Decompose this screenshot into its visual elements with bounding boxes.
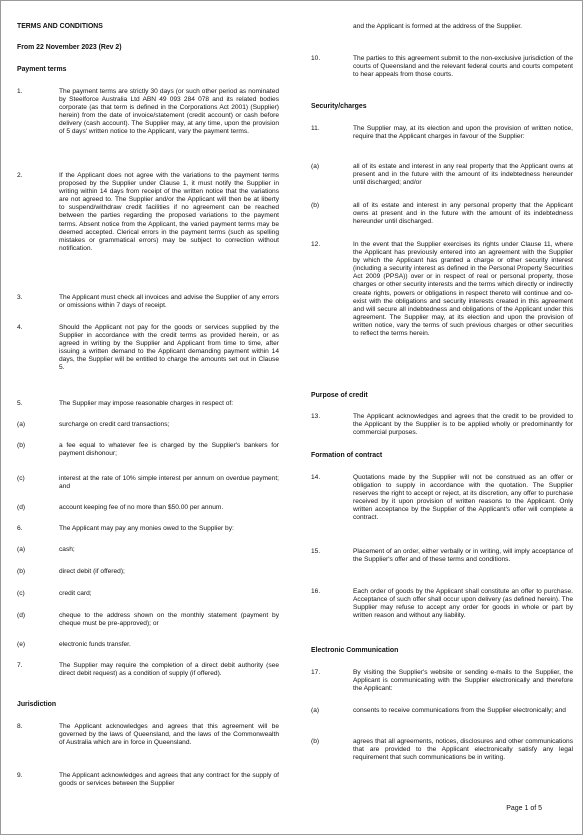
heading-payment-terms: Payment terms bbox=[17, 66, 67, 73]
clause-number: 3. bbox=[17, 294, 23, 301]
clause-text: a fee equal to whatever fee is charged by the Supplier's bankers for payment dishonour; bbox=[59, 442, 279, 458]
revision-date: From 22 November 2023 (Rev 2) bbox=[17, 44, 122, 51]
clause-number: 4. bbox=[17, 324, 23, 331]
clause-number: 6. bbox=[17, 525, 23, 532]
clause-text: The parties to this agreement submit to the non-exclusive jurisdiction of the courts of Queensland and the relevant federal courts and courts competent to hear appeals from those courts. bbox=[353, 55, 573, 79]
clause-text: The Applicant acknowledges and agrees that the credit to be provided to the Applicant by the Supplier is to be applied wholly or predominantly for commercial purposes. bbox=[353, 413, 573, 437]
clause-continuation: and the Applicant is formed at the address of the Supplier. bbox=[353, 23, 522, 30]
clause-number: (b) bbox=[17, 568, 26, 575]
clause-text: If the Applicant does not agree with the variations to the payment terms proposed by the Supplier under Clause 1, it must notify the Supplier in writing within 14 days from receipt of the written notice that the variations are not agreed to. The Supplier and/or the Applicant will then be at liberty to suspend/withdraw credit facilities if no agreement can be reached between the parties regarding the proposed variations to the payment terms. Absent notice from the Applicant, the varied payment terms may be deemed accepted. Clerical errors in the payment terms (such as spelling mistakes or grammatical errors) may be subject to correction without notification. bbox=[59, 172, 279, 252]
clause-text: In the event that the Supplier exercises its rights under Clause 11, where the Applicant has previously entered into an agreement with the Supplier by which the Applicant has granted a charge or other security interest (including a security interest as defined in the Personal Property Securities Act 2009 (PPSA)) over or in respect of real or personal property, those charges or other security interests and the terms which directly or indirectly create rights, powers or obligations in respect thereto will continue and co-exist with the obligations and security interests created in this agreement and will secure all indebtedness and obligations of the Applicant under this agreement. The Supplier may, at its election and upon the provision of written notice, vary the terms of such previous charges or other securities to reflect the terms herein. bbox=[353, 241, 573, 338]
clause-text: The Applicant acknowledges and agrees that any contract for the supply of goods or services between the Supplier bbox=[59, 772, 279, 788]
left-column bbox=[17, 1, 279, 834]
heading-jurisdiction: Jurisdiction bbox=[17, 701, 57, 708]
clause-text: Placement of an order, either verbally or in writing, will imply acceptance of the Supplier's offer and of these terms and conditions. bbox=[353, 548, 573, 564]
clause-number: (d) bbox=[17, 504, 26, 511]
clause-number: 12. bbox=[311, 241, 321, 248]
clause-text: cash; bbox=[59, 546, 75, 553]
clause-text: direct debit (if offered); bbox=[59, 568, 125, 575]
clause-number: 14. bbox=[311, 474, 321, 481]
clause-number: (a) bbox=[311, 707, 320, 714]
clause-number: 2. bbox=[17, 172, 23, 179]
clause-number: (b) bbox=[17, 442, 26, 449]
clause-number: 5. bbox=[17, 400, 23, 407]
clause-number: (d) bbox=[17, 612, 26, 619]
clause-text: The Supplier may require the completion of a direct debit authority (see direct debit request) as a condition of supply (if offered). bbox=[59, 662, 279, 678]
clause-number: 13. bbox=[311, 413, 321, 420]
clause-number: (b) bbox=[311, 738, 320, 745]
clause-number: (a) bbox=[17, 546, 26, 553]
clause-text: electronic funds transfer. bbox=[59, 641, 131, 648]
clause-number: (a) bbox=[311, 163, 320, 170]
clause-text: By visiting the Supplier's website or sending e-mails to the Supplier, the Applicant is communicating with the Supplier electronically and therefore the Applicant: bbox=[353, 669, 573, 693]
clause-text: Should the Applicant not pay for the goods or services supplied by the Supplier in accordance with the credit terms as provided herein, or as agreed in writing by the Supplier and Applicant from time to time, after issuing a written demand to the Applicant demanding payment within 14 days, the Supplier will be entitled to charge the amounts set out in Clause 5. bbox=[59, 324, 279, 372]
clause-number: 8. bbox=[17, 723, 23, 730]
clause-text: The payment terms are strictly 30 days (or such other period as nominated by Steelforce Australia Ltd ABN 49 093 284 078 and its related bodies corporate (as that term is defined in the Corporations Act 2001) (Supplier) herein) from the date of invoice/statement (credit account) or cash before delivery (cash account). The Supplier may, at any time, upon the provision of 5 days' written notice to the Applicant, vary the payment terms. bbox=[59, 88, 279, 136]
clause-text: cheque to the address shown on the monthly statement (payment by cheque must be pre-approved); or bbox=[59, 612, 279, 628]
clause-number: (c) bbox=[17, 475, 25, 482]
clause-number: (b) bbox=[311, 202, 320, 209]
clause-number: 15. bbox=[311, 548, 321, 555]
clause-number: (a) bbox=[17, 421, 26, 428]
clause-text: surcharge on credit card transactions; bbox=[59, 421, 170, 428]
clause-number: 16. bbox=[311, 588, 321, 595]
page-number: Page 1 of 5 bbox=[506, 805, 542, 812]
document-title: TERMS AND CONDITIONS bbox=[17, 23, 103, 30]
clause-number: 17. bbox=[311, 669, 321, 676]
clause-text: Quotations made by the Supplier will not be construed as an offer or obligation to supply in accordance with the quotation. The Supplier reserves the right to accept or reject, at its discretion, any offer to purchase received by it upon provision of written reasons to the Applicant. Only written acceptance by the Supplier of the Applicant's offer will complete a contract. bbox=[353, 474, 573, 522]
clause-text: The Applicant must check all invoices and advise the Supplier of any errors or omissions within 7 days of receipt. bbox=[59, 294, 279, 310]
clause-text: The Applicant may pay any monies owed to the Supplier by: bbox=[59, 525, 234, 532]
clause-text: all of its estate and interest in any personal property that the Applicant owns at present and in the future with the amount of its indebtedness hereunder until discharged. bbox=[353, 202, 573, 226]
clause-number: 9. bbox=[17, 772, 23, 779]
clause-number: (e) bbox=[17, 641, 26, 648]
heading-security-charges: Security/charges bbox=[311, 103, 367, 110]
clause-number: 1. bbox=[17, 88, 23, 95]
heading-electronic-communication: Electronic Communication bbox=[311, 647, 399, 654]
clause-text: The Supplier may impose reasonable charges in respect of: bbox=[59, 400, 234, 407]
clause-text: The Supplier may, at its election and upon the provision of written notice, require that the Applicant charges in favour of the Supplier: bbox=[353, 125, 573, 141]
clause-text: The Applicant acknowledges and agrees that this agreement will be governed by the laws of Queensland, and the laws of the Commonwealth of Australia which are in force in Queensland. bbox=[59, 723, 279, 747]
clause-number: 10. bbox=[311, 55, 321, 62]
clause-text: credit card; bbox=[59, 590, 92, 597]
heading-formation-of-contract: Formation of contract bbox=[311, 452, 383, 459]
clause-text: Each order of goods by the Applicant shall constitute an offer to purchase. Acceptance of such offer shall occur upon delivery (as defined herein). The Supplier may refuse to accept any order for goods in whole or part by written reason and without any liability. bbox=[353, 588, 573, 620]
clause-number: (c) bbox=[17, 590, 25, 597]
clause-text: all of its estate and interest in any real property that the Applicant owns at present and in the future with the amount of its indebtedness hereunder until discharged; and/or bbox=[353, 163, 573, 187]
clause-text: interest at the rate of 10% simple interest per annum on overdue payment; and bbox=[59, 475, 279, 491]
clause-text: account keeping fee of no more than $50.00 per annum. bbox=[59, 504, 224, 511]
right-column bbox=[311, 1, 573, 834]
clause-number: 7. bbox=[17, 662, 23, 669]
heading-purpose-of-credit: Purpose of credit bbox=[311, 392, 368, 399]
clause-text: agrees that all agreements, notices, disclosures and other communications that are provided to the Applicant electronically satisfy any legal requirement that such communications be in writing. bbox=[353, 738, 573, 762]
clause-number: 11. bbox=[311, 125, 320, 132]
clause-text: consents to receive communications from the Supplier electronically; and bbox=[353, 707, 566, 714]
